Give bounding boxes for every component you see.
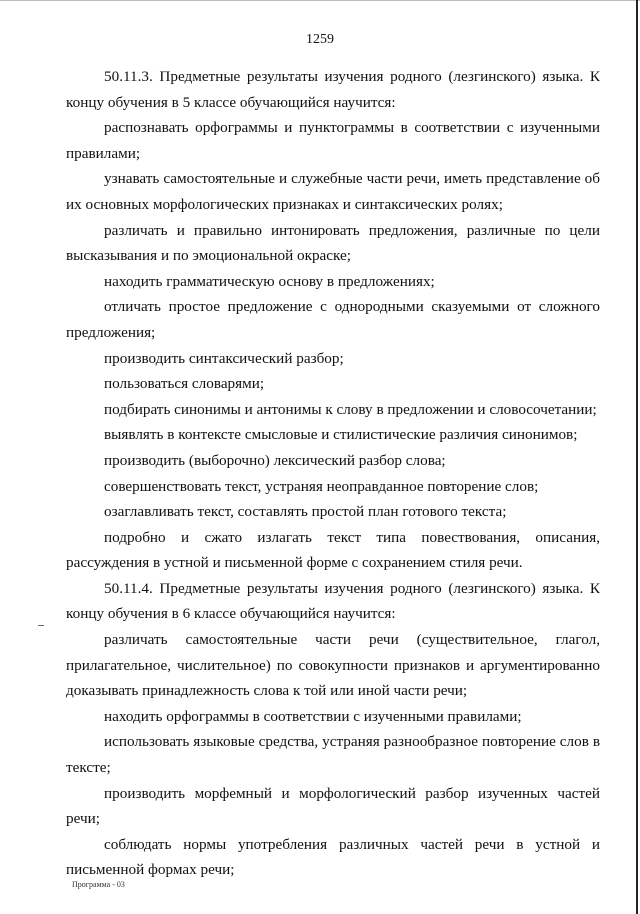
list-item: выявлять в контексте смысловые и стилистические различия синонимов; [104, 426, 578, 444]
list-item: соблюдать нормы употребления различных частей речи в устной и письменной формах речи; [66, 835, 600, 879]
list-item: различать самостоятельные части речи (существительное, глагол, прилагательное, числительное) по совокупности признаков и аргументированно доказывать принадлежность слова к той или иной части речи; [66, 631, 600, 700]
list-item: производить морфемный и морфологический разбор изученных частей речи; [66, 784, 600, 828]
list-item: использовать языковые средства, устраняя разнообразное повторение слов в тексте; [66, 733, 600, 777]
list-item: отличать простое предложение с однородными сказуемыми от сложного предложения; [66, 298, 600, 341]
list-item: озаглавливать текст, составлять простой план готового текста; [104, 503, 507, 521]
document-body [66, 64, 600, 883]
list-item: пользоваться словарями; [104, 375, 265, 393]
page-number: 1259 [306, 32, 334, 47]
section-heading-50-11-4: 50.11.4. Предметные результаты изучения родного (лезгинского) языка. К концу обучения в 6 классе обучающийся научится: [66, 579, 600, 623]
list-item: различать и правильно интонировать предложения, различные по цели высказывания и по эмоциональной окраске; [66, 221, 600, 265]
list-item: находить грамматическую основу в предложениях; [104, 272, 435, 290]
list-item: подбирать синонимы и антонимы к слову в предложении и словосочетании; [104, 400, 597, 418]
list-item: производить синтаксический разбор; [104, 349, 344, 367]
scan-mark [38, 625, 44, 626]
scan-right-edge [636, 0, 638, 914]
footer-program-label: Программа - 03 [72, 880, 125, 889]
list-item: производить (выборочно) лексический разбор слова; [104, 451, 446, 469]
list-item: распознавать орфограммы и пунктограммы в соответствии с изученными правилами; [66, 119, 600, 162]
list-item: находить орфограммы в соответствии с изученными правилами; [104, 707, 522, 725]
scan-top-edge [0, 0, 640, 1]
section-heading-50-11-3: 50.11.3. Предметные результаты изучения родного (лезгинского) языка. К концу обучения в 5 классе обучающийся научится: [66, 68, 600, 111]
list-item: узнавать самостоятельные и служебные части речи, иметь представление об их основных морфологических признаках и синтаксических ролях; [66, 170, 600, 213]
list-item: подробно и сжато излагать текст типа повествования, описания, рассуждения в устной и письменной форме с сохранением стиля речи. [66, 528, 600, 572]
list-item: совершенствовать текст, устраняя неоправданное повторение слов; [104, 477, 539, 495]
